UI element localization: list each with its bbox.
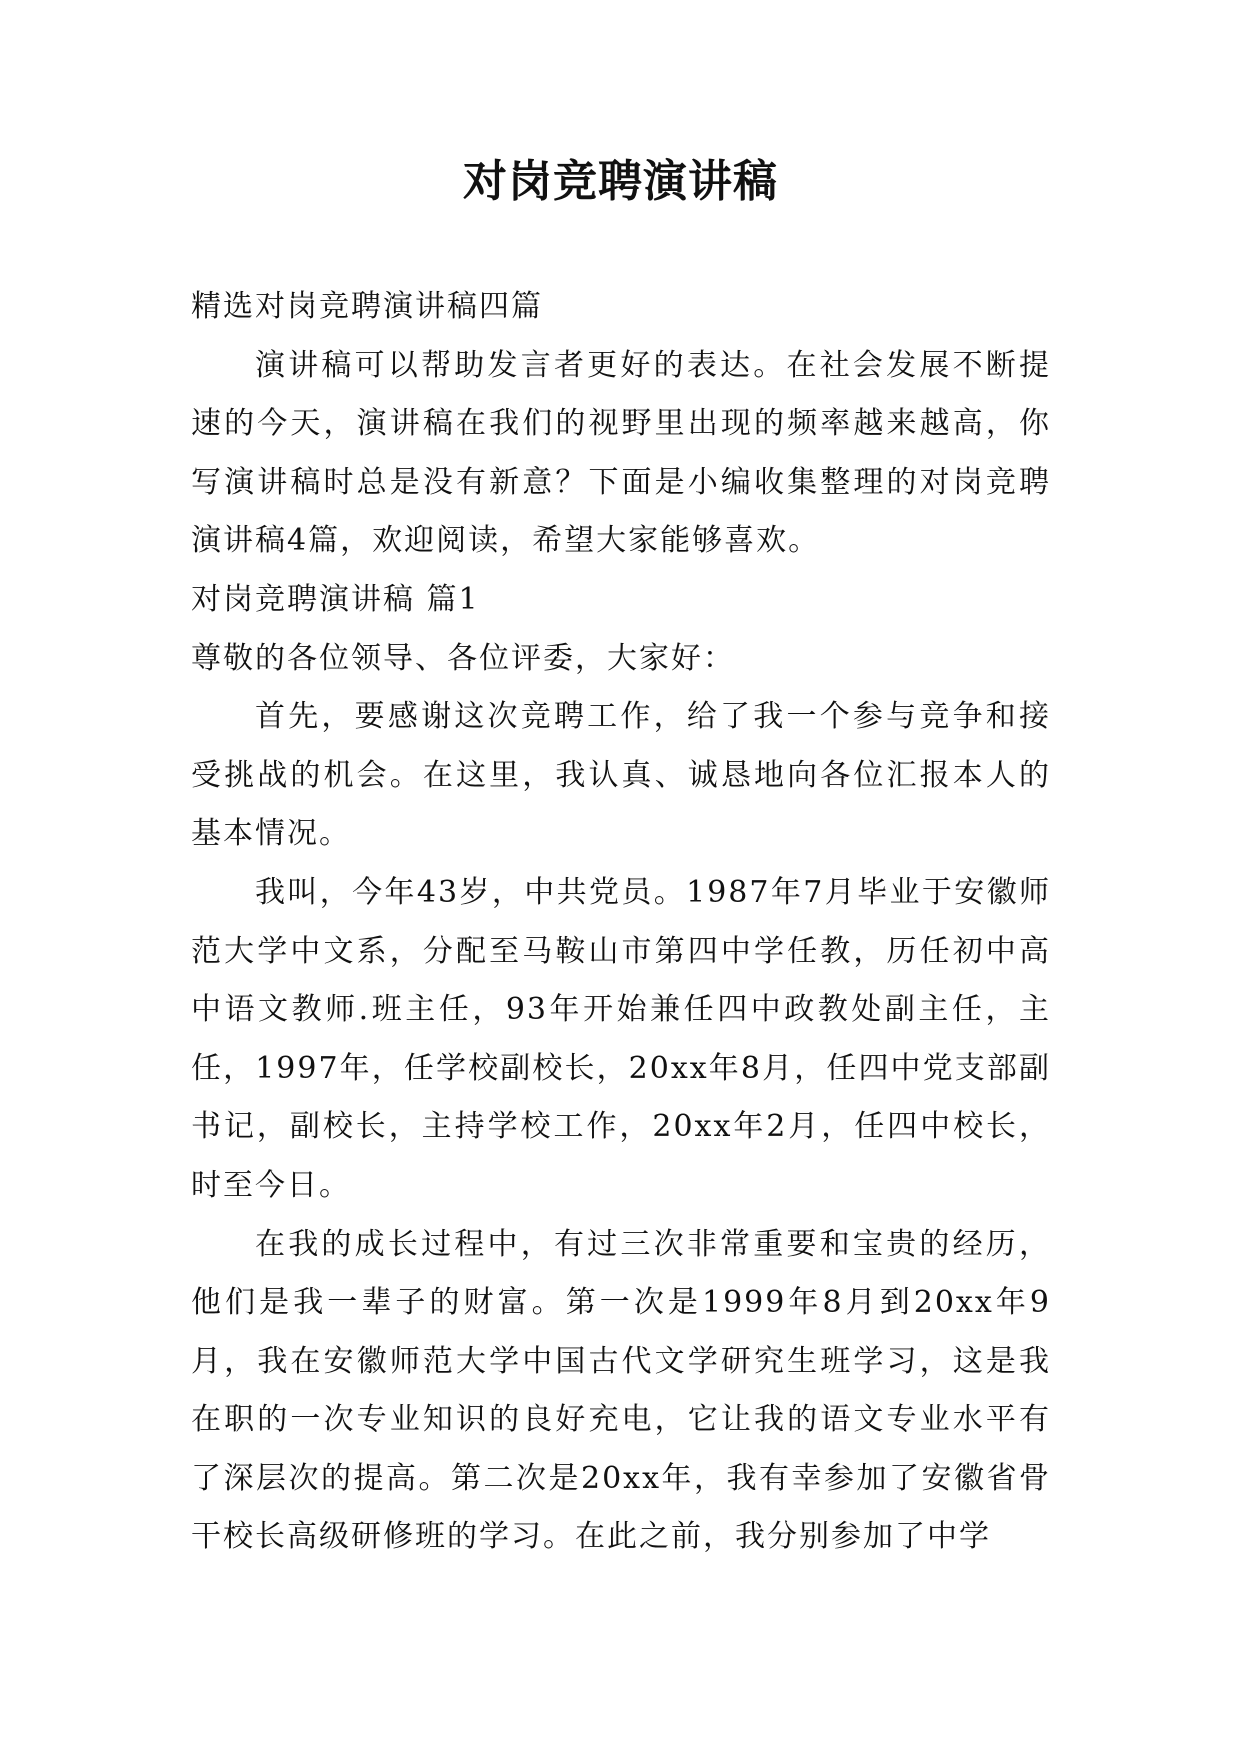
document-title: 对岗竞聘演讲稿 [463, 156, 778, 207]
paragraph-experiences: 在我的成长过程中，有过三次非常重要和宝贵的经历，他们是我一辈子的财富。第一次是1999年8月到20xx年9月，我在安徽师范大学中国古代文学研究生班学习，这是我在职的一次专业知识的良好充电，它让我的语文专业水平有了深层次的提高。第二次是20xx年，我有幸参加了安徽省骨干校长高级研修班的学习。在此之前，我分别参加了中学 [191, 1226, 1051, 1555]
paragraph-subtitle: 精选对岗竞聘演讲稿四篇 [191, 289, 543, 324]
paragraph-intro: 演讲稿可以帮助发言者更好的表达。在社会发展不断提速的今天，演讲稿在我们的视野里出现的频率越来越高，你写演讲稿时总是没有新意？下面是小编收集整理的对岗竞聘演讲稿4篇，欢迎阅读，希望大家能够喜欢。 [191, 347, 1051, 559]
paragraph-section-heading: 对岗竞聘演讲稿 篇1 [191, 581, 480, 617]
document-body [191, 278, 1051, 1567]
paragraph-salutation: 尊敬的各位领导、各位评委，大家好： [191, 640, 735, 676]
paragraph-background: 我叫，今年43岁，中共党员。1987年7月毕业于安徽师范大学中文系，分配至马鞍山市第四中学任教，历任初中高中语文教师.班主任，93年开始兼任四中政教处副主任，主任，1997年，任学校副校长，20xx年8月，任四中党支部副书记，副校长，主持学校工作，20xx年2月，任四中校长，时至今日。 [191, 874, 1051, 1203]
paragraph-thanks: 首先，要感谢这次竞聘工作，给了我一个参与竞争和接受挑战的机会。在这里，我认真、诚恳地向各位汇报本人的基本情况。 [191, 699, 1051, 852]
